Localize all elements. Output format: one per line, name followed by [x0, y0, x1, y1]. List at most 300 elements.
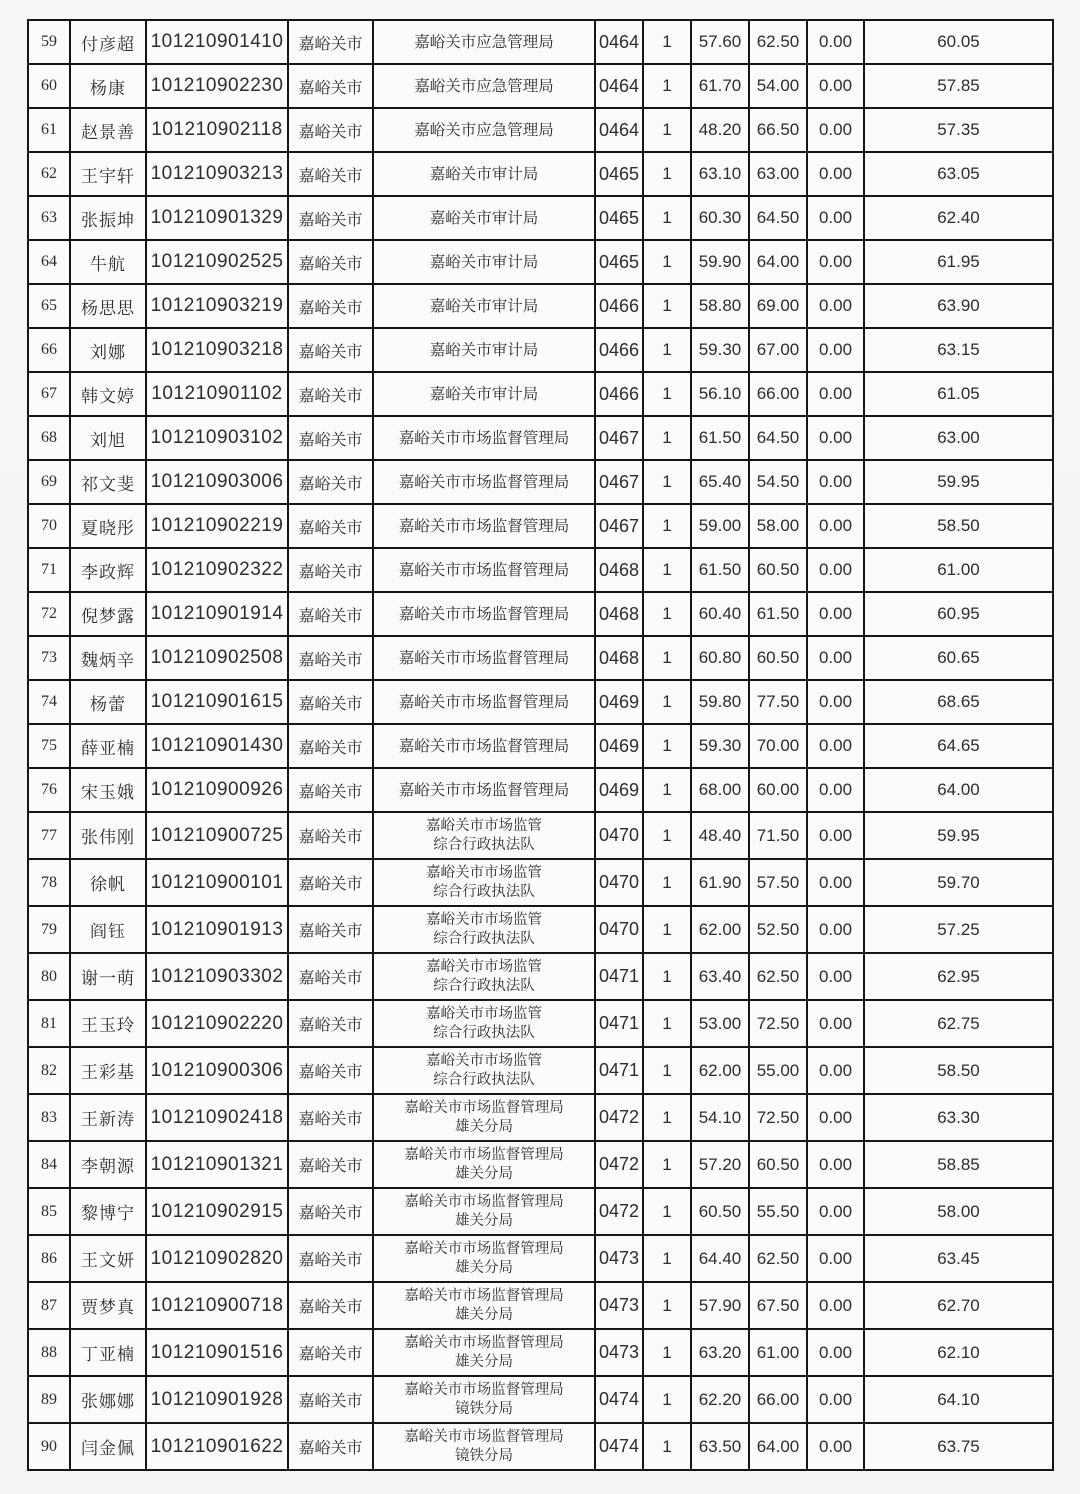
cell-score-2: 72.50: [749, 1000, 807, 1047]
cell-candidate-name: 祁文斐: [70, 460, 146, 504]
cell-row-number: 90: [28, 1423, 70, 1470]
department-line: 雄关分局: [455, 1259, 513, 1276]
cell-score-3: 0.00: [807, 20, 864, 64]
cell-candidate-name: 杨思思: [70, 284, 146, 328]
cell-score-3: 0.00: [807, 64, 864, 108]
cell-recruit-count: 1: [643, 724, 691, 768]
table-row: [28, 953, 1053, 1000]
cell-score-1: 57.60: [691, 20, 749, 64]
score-table: [27, 19, 1054, 1471]
department-line: 嘉峪关市应急管理局: [414, 121, 554, 139]
table-row: [28, 1047, 1053, 1094]
cell-admission-ticket-number: 101210902915: [146, 1188, 288, 1235]
cell-recruit-count: 1: [643, 1047, 691, 1094]
cell-candidate-name: 阎钰: [70, 906, 146, 953]
cell-position-code: 0469: [595, 680, 643, 724]
cell-recruiting-department: [373, 64, 595, 108]
cell-admission-ticket-number: 101210902508: [146, 636, 288, 680]
cell-total-score: 63.00: [864, 416, 1053, 460]
cell-row-number: 63: [28, 196, 70, 240]
cell-position-code: 0473: [595, 1235, 643, 1282]
department-line: 嘉峪关市市场监督管理局: [398, 517, 570, 535]
cell-score-1: 59.30: [691, 724, 749, 768]
cell-score-1: 58.80: [691, 284, 749, 328]
cell-score-1: 63.10: [691, 152, 749, 196]
cell-recruiting-department: [373, 372, 595, 416]
cell-admission-ticket-number: 101210903219: [146, 284, 288, 328]
cell-score-1: 60.50: [691, 1188, 749, 1235]
cell-position-code: 0468: [595, 592, 643, 636]
cell-candidate-name: 闫金佩: [70, 1423, 146, 1470]
department-line: 嘉峪关市市场监督管理局: [404, 1146, 564, 1163]
department-line: 嘉峪关市市场监督管理局: [398, 693, 570, 711]
cell-position-code: 0472: [595, 1188, 643, 1235]
cell-recruit-count: 1: [643, 592, 691, 636]
cell-recruit-count: 1: [643, 460, 691, 504]
cell-city: 嘉峪关市: [288, 460, 373, 504]
cell-position-code: 0470: [595, 906, 643, 953]
cell-score-3: 0.00: [807, 636, 864, 680]
cell-score-3: 0.00: [807, 152, 864, 196]
cell-recruit-count: 1: [643, 1423, 691, 1470]
cell-recruiting-department: [373, 1235, 595, 1282]
cell-admission-ticket-number: 101210902525: [146, 240, 288, 284]
cell-position-code: 0469: [595, 724, 643, 768]
cell-recruiting-department: [373, 460, 595, 504]
cell-recruit-count: 1: [643, 812, 691, 859]
cell-total-score: 57.35: [864, 108, 1053, 152]
cell-row-number: 86: [28, 1235, 70, 1282]
table-row: [28, 859, 1053, 906]
cell-admission-ticket-number: 101210900306: [146, 1047, 288, 1094]
cell-score-1: 62.00: [691, 906, 749, 953]
cell-recruit-count: 1: [643, 152, 691, 196]
cell-score-1: 61.90: [691, 859, 749, 906]
cell-city: 嘉峪关市: [288, 240, 373, 284]
cell-score-3: 0.00: [807, 284, 864, 328]
cell-recruiting-department: [373, 768, 595, 812]
cell-city: 嘉峪关市: [288, 20, 373, 64]
department-line: 嘉峪关市市场监管: [426, 1052, 542, 1069]
cell-admission-ticket-number: 101210900718: [146, 1282, 288, 1329]
cell-row-number: 65: [28, 284, 70, 328]
cell-score-1: 59.00: [691, 504, 749, 548]
cell-total-score: 58.00: [864, 1188, 1053, 1235]
cell-total-score: 62.70: [864, 1282, 1053, 1329]
cell-position-code: 0470: [595, 859, 643, 906]
table-row: [28, 372, 1053, 416]
cell-recruit-count: 1: [643, 1235, 691, 1282]
department-line: 嘉峪关市市场监督管理局: [404, 1381, 564, 1398]
cell-total-score: 62.75: [864, 1000, 1053, 1047]
cell-row-number: 75: [28, 724, 70, 768]
department-line: 嘉峪关市市场监督管理局: [404, 1099, 564, 1116]
cell-candidate-name: 王玉玲: [70, 1000, 146, 1047]
cell-admission-ticket-number: 101210900926: [146, 768, 288, 812]
cell-row-number: 84: [28, 1141, 70, 1188]
cell-candidate-name: 杨康: [70, 64, 146, 108]
cell-score-2: 64.00: [749, 240, 807, 284]
cell-row-number: 89: [28, 1376, 70, 1423]
cell-score-3: 0.00: [807, 1423, 864, 1470]
cell-position-code: 0468: [595, 548, 643, 592]
cell-score-2: 60.50: [749, 548, 807, 592]
cell-city: 嘉峪关市: [288, 152, 373, 196]
cell-total-score: 59.70: [864, 859, 1053, 906]
cell-city: 嘉峪关市: [288, 1047, 373, 1094]
cell-score-2: 58.00: [749, 504, 807, 548]
cell-row-number: 81: [28, 1000, 70, 1047]
cell-score-3: 0.00: [807, 1141, 864, 1188]
cell-total-score: 58.85: [864, 1141, 1053, 1188]
cell-position-code: 0471: [595, 1047, 643, 1094]
cell-admission-ticket-number: 101210901914: [146, 592, 288, 636]
cell-recruit-count: 1: [643, 284, 691, 328]
cell-recruiting-department: [373, 1000, 595, 1047]
cell-score-2: 64.50: [749, 196, 807, 240]
cell-recruit-count: 1: [643, 196, 691, 240]
department-line: 嘉峪关市市场监督管理局: [398, 649, 570, 667]
table-row: [28, 1376, 1053, 1423]
cell-row-number: 71: [28, 548, 70, 592]
cell-position-code: 0469: [595, 768, 643, 812]
cell-position-code: 0474: [595, 1376, 643, 1423]
department-line: 嘉峪关市市场监督管理局: [398, 781, 570, 799]
cell-recruiting-department: [373, 504, 595, 548]
cell-score-2: 54.00: [749, 64, 807, 108]
cell-row-number: 73: [28, 636, 70, 680]
cell-total-score: 62.40: [864, 196, 1053, 240]
cell-candidate-name: 王新涛: [70, 1094, 146, 1141]
cell-total-score: 58.50: [864, 504, 1053, 548]
cell-position-code: 0465: [595, 240, 643, 284]
cell-score-1: 63.20: [691, 1329, 749, 1376]
cell-admission-ticket-number: 101210902219: [146, 504, 288, 548]
cell-city: 嘉峪关市: [288, 812, 373, 859]
department-line: 综合行政执法队: [433, 836, 535, 853]
cell-admission-ticket-number: 101210901516: [146, 1329, 288, 1376]
cell-score-3: 0.00: [807, 1047, 864, 1094]
cell-admission-ticket-number: 101210900101: [146, 859, 288, 906]
cell-score-2: 55.00: [749, 1047, 807, 1094]
cell-recruit-count: 1: [643, 680, 691, 724]
cell-candidate-name: 赵景善: [70, 108, 146, 152]
cell-position-code: 0473: [595, 1282, 643, 1329]
cell-score-3: 0.00: [807, 768, 864, 812]
table-row: [28, 636, 1053, 680]
table-row: [28, 240, 1053, 284]
cell-score-3: 0.00: [807, 196, 864, 240]
cell-city: 嘉峪关市: [288, 1000, 373, 1047]
department-line: 雄关分局: [455, 1212, 513, 1229]
department-line: 嘉峪关市市场监督管理局: [398, 429, 570, 447]
cell-total-score: 62.95: [864, 953, 1053, 1000]
cell-candidate-name: 贾梦真: [70, 1282, 146, 1329]
department-line: 嘉峪关市市场监管: [426, 911, 542, 928]
cell-row-number: 59: [28, 20, 70, 64]
cell-recruiting-department: [373, 240, 595, 284]
cell-recruiting-department: [373, 1329, 595, 1376]
cell-recruiting-department: [373, 1282, 595, 1329]
table-row: [28, 196, 1053, 240]
cell-candidate-name: 谢一萌: [70, 953, 146, 1000]
cell-row-number: 87: [28, 1282, 70, 1329]
cell-score-2: 60.00: [749, 768, 807, 812]
cell-score-2: 55.50: [749, 1188, 807, 1235]
cell-candidate-name: 王彩基: [70, 1047, 146, 1094]
department-line: 嘉峪关市应急管理局: [414, 33, 554, 51]
cell-score-3: 0.00: [807, 460, 864, 504]
cell-total-score: 64.65: [864, 724, 1053, 768]
cell-recruit-count: 1: [643, 20, 691, 64]
cell-total-score: 62.10: [864, 1329, 1053, 1376]
cell-position-code: 0464: [595, 64, 643, 108]
table-row: [28, 64, 1053, 108]
cell-recruit-count: 1: [643, 108, 691, 152]
table-row: [28, 1000, 1053, 1047]
department-line: 雄关分局: [455, 1118, 513, 1135]
cell-score-1: 57.90: [691, 1282, 749, 1329]
cell-recruit-count: 1: [643, 906, 691, 953]
department-line: 嘉峪关市市场监督管理局: [404, 1334, 564, 1351]
cell-city: 嘉峪关市: [288, 1188, 373, 1235]
department-line: 嘉峪关市市场监督管理局: [398, 605, 570, 623]
cell-recruit-count: 1: [643, 64, 691, 108]
cell-score-3: 0.00: [807, 504, 864, 548]
cell-candidate-name: 宋玉娥: [70, 768, 146, 812]
cell-total-score: 61.95: [864, 240, 1053, 284]
cell-admission-ticket-number: 101210902418: [146, 1094, 288, 1141]
cell-score-2: 66.00: [749, 372, 807, 416]
cell-total-score: 60.65: [864, 636, 1053, 680]
department-line: 嘉峪关市市场监督管理局: [404, 1428, 564, 1445]
cell-recruit-count: 1: [643, 372, 691, 416]
cell-position-code: 0474: [595, 1423, 643, 1470]
cell-city: 嘉峪关市: [288, 1423, 373, 1470]
cell-position-code: 0467: [595, 460, 643, 504]
cell-score-1: 61.50: [691, 416, 749, 460]
cell-city: 嘉峪关市: [288, 906, 373, 953]
cell-score-1: 68.00: [691, 768, 749, 812]
cell-admission-ticket-number: 101210901321: [146, 1141, 288, 1188]
cell-recruiting-department: [373, 636, 595, 680]
cell-recruiting-department: [373, 906, 595, 953]
cell-score-1: 63.50: [691, 1423, 749, 1470]
department-line: 嘉峪关市市场监督管理局: [404, 1193, 564, 1210]
cell-row-number: 64: [28, 240, 70, 284]
cell-recruit-count: 1: [643, 859, 691, 906]
cell-recruiting-department: [373, 20, 595, 64]
cell-recruiting-department: [373, 108, 595, 152]
cell-position-code: 0464: [595, 20, 643, 64]
cell-score-1: 59.80: [691, 680, 749, 724]
cell-candidate-name: 黎博宁: [70, 1188, 146, 1235]
cell-total-score: 57.25: [864, 906, 1053, 953]
cell-position-code: 0470: [595, 812, 643, 859]
cell-admission-ticket-number: 101210902820: [146, 1235, 288, 1282]
cell-row-number: 88: [28, 1329, 70, 1376]
cell-score-2: 61.50: [749, 592, 807, 636]
cell-city: 嘉峪关市: [288, 1376, 373, 1423]
cell-score-3: 0.00: [807, 1000, 864, 1047]
cell-score-1: 60.40: [691, 592, 749, 636]
cell-row-number: 70: [28, 504, 70, 548]
cell-score-3: 0.00: [807, 1282, 864, 1329]
cell-score-3: 0.00: [807, 906, 864, 953]
department-line: 嘉峪关市审计局: [429, 341, 539, 359]
cell-score-1: 59.30: [691, 328, 749, 372]
cell-row-number: 78: [28, 859, 70, 906]
cell-row-number: 77: [28, 812, 70, 859]
cell-recruit-count: 1: [643, 504, 691, 548]
cell-score-3: 0.00: [807, 416, 864, 460]
cell-position-code: 0464: [595, 108, 643, 152]
cell-recruit-count: 1: [643, 240, 691, 284]
cell-admission-ticket-number: 101210900725: [146, 812, 288, 859]
table-row: [28, 504, 1053, 548]
table-row: [28, 1188, 1053, 1235]
department-line: 嘉峪关市市场监督管理局: [398, 561, 570, 579]
cell-score-2: 72.50: [749, 1094, 807, 1141]
cell-score-2: 54.50: [749, 460, 807, 504]
cell-score-3: 0.00: [807, 1329, 864, 1376]
department-line: 综合行政执法队: [433, 977, 535, 994]
cell-city: 嘉峪关市: [288, 1141, 373, 1188]
cell-candidate-name: 韩文婷: [70, 372, 146, 416]
cell-total-score: 59.95: [864, 812, 1053, 859]
cell-row-number: 79: [28, 906, 70, 953]
cell-recruiting-department: [373, 812, 595, 859]
cell-candidate-name: 魏炳辛: [70, 636, 146, 680]
cell-admission-ticket-number: 101210901913: [146, 906, 288, 953]
cell-score-3: 0.00: [807, 548, 864, 592]
cell-score-1: 65.40: [691, 460, 749, 504]
cell-admission-ticket-number: 101210902118: [146, 108, 288, 152]
cell-candidate-name: 张伟刚: [70, 812, 146, 859]
cell-candidate-name: 李政辉: [70, 548, 146, 592]
cell-recruiting-department: [373, 859, 595, 906]
cell-candidate-name: 刘娜: [70, 328, 146, 372]
cell-recruit-count: 1: [643, 1000, 691, 1047]
cell-recruit-count: 1: [643, 416, 691, 460]
cell-candidate-name: 王文妍: [70, 1235, 146, 1282]
department-line: 嘉峪关市审计局: [429, 209, 539, 227]
cell-city: 嘉峪关市: [288, 196, 373, 240]
cell-city: 嘉峪关市: [288, 953, 373, 1000]
table-row: [28, 812, 1053, 859]
cell-position-code: 0473: [595, 1329, 643, 1376]
cell-admission-ticket-number: 101210903213: [146, 152, 288, 196]
cell-row-number: 82: [28, 1047, 70, 1094]
cell-candidate-name: 张娜娜: [70, 1376, 146, 1423]
cell-recruit-count: 1: [643, 1094, 691, 1141]
department-line: 嘉峪关市市场监管: [426, 1005, 542, 1022]
cell-score-1: 63.40: [691, 953, 749, 1000]
department-line: 嘉峪关市市场监管: [426, 958, 542, 975]
cell-score-2: 52.50: [749, 906, 807, 953]
department-line: 综合行政执法队: [433, 1024, 535, 1041]
cell-total-score: 61.05: [864, 372, 1053, 416]
department-line: 嘉峪关市审计局: [429, 297, 539, 315]
cell-admission-ticket-number: 101210902220: [146, 1000, 288, 1047]
cell-score-1: 57.20: [691, 1141, 749, 1188]
cell-recruiting-department: [373, 416, 595, 460]
table-row: [28, 284, 1053, 328]
department-line: 嘉峪关市市场监督管理局: [398, 737, 570, 755]
cell-row-number: 68: [28, 416, 70, 460]
cell-total-score: 63.30: [864, 1094, 1053, 1141]
cell-row-number: 69: [28, 460, 70, 504]
cell-score-2: 60.50: [749, 1141, 807, 1188]
cell-admission-ticket-number: 101210901622: [146, 1423, 288, 1470]
table-row: [28, 1235, 1053, 1282]
cell-candidate-name: 丁亚楠: [70, 1329, 146, 1376]
cell-city: 嘉峪关市: [288, 1282, 373, 1329]
cell-score-1: 61.50: [691, 548, 749, 592]
cell-city: 嘉峪关市: [288, 504, 373, 548]
cell-city: 嘉峪关市: [288, 284, 373, 328]
cell-score-1: 60.80: [691, 636, 749, 680]
cell-admission-ticket-number: 101210901430: [146, 724, 288, 768]
cell-score-2: 63.00: [749, 152, 807, 196]
department-line: 嘉峪关市市场监督管理局: [404, 1240, 564, 1257]
cell-score-1: 60.30: [691, 196, 749, 240]
cell-score-1: 56.10: [691, 372, 749, 416]
table-row: [28, 1282, 1053, 1329]
cell-score-2: 67.00: [749, 328, 807, 372]
cell-score-3: 0.00: [807, 240, 864, 284]
cell-city: 嘉峪关市: [288, 416, 373, 460]
cell-row-number: 61: [28, 108, 70, 152]
cell-score-2: 62.50: [749, 20, 807, 64]
cell-position-code: 0471: [595, 1000, 643, 1047]
cell-row-number: 67: [28, 372, 70, 416]
table-row: [28, 20, 1053, 64]
cell-recruit-count: 1: [643, 953, 691, 1000]
table-row: [28, 152, 1053, 196]
cell-candidate-name: 牛航: [70, 240, 146, 284]
cell-position-code: 0468: [595, 636, 643, 680]
cell-recruit-count: 1: [643, 328, 691, 372]
cell-total-score: 64.00: [864, 768, 1053, 812]
cell-admission-ticket-number: 101210901615: [146, 680, 288, 724]
cell-position-code: 0465: [595, 196, 643, 240]
cell-total-score: 63.45: [864, 1235, 1053, 1282]
department-line: 嘉峪关市审计局: [429, 253, 539, 271]
cell-position-code: 0465: [595, 152, 643, 196]
cell-total-score: 60.05: [864, 20, 1053, 64]
table-row: [28, 680, 1053, 724]
cell-total-score: 57.85: [864, 64, 1053, 108]
cell-candidate-name: 李朝源: [70, 1141, 146, 1188]
cell-total-score: 63.90: [864, 284, 1053, 328]
department-line: 雄关分局: [455, 1306, 513, 1323]
cell-admission-ticket-number: 101210903302: [146, 953, 288, 1000]
cell-recruit-count: 1: [643, 1329, 691, 1376]
table-row: [28, 108, 1053, 152]
cell-admission-ticket-number: 101210901410: [146, 20, 288, 64]
department-line: 嘉峪关市市场监督管理局: [398, 473, 570, 491]
table-row: [28, 416, 1053, 460]
cell-city: 嘉峪关市: [288, 680, 373, 724]
cell-score-3: 0.00: [807, 953, 864, 1000]
cell-recruit-count: 1: [643, 548, 691, 592]
cell-recruiting-department: [373, 1047, 595, 1094]
cell-position-code: 0466: [595, 372, 643, 416]
cell-recruiting-department: [373, 284, 595, 328]
cell-recruit-count: 1: [643, 1188, 691, 1235]
cell-score-2: 64.00: [749, 1423, 807, 1470]
